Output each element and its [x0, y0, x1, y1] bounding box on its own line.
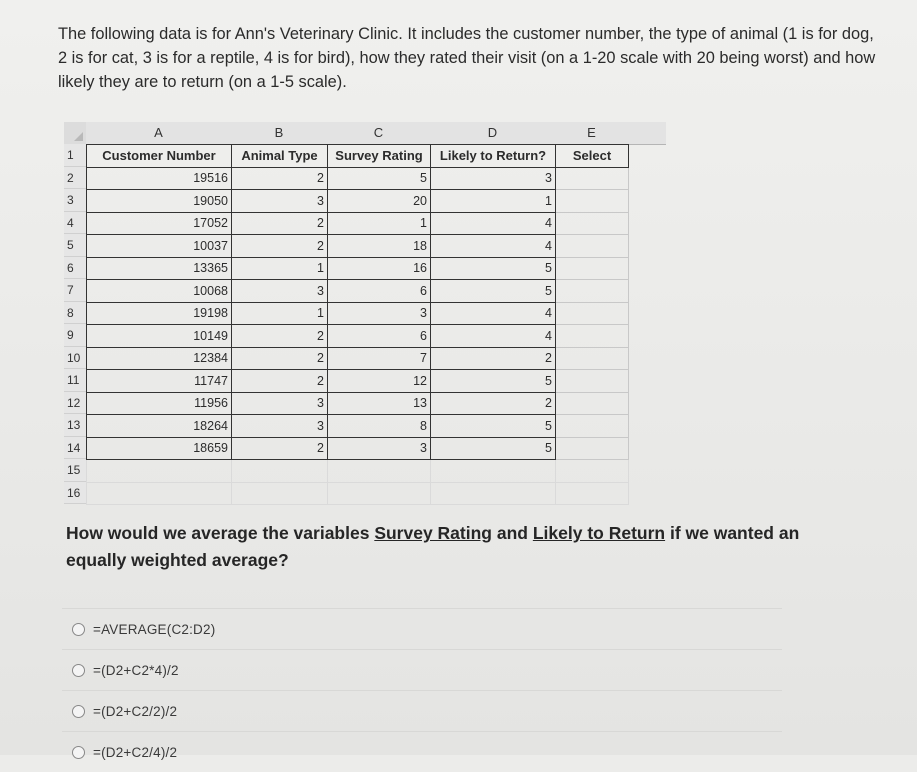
table-cell[interactable]: 7 [328, 347, 431, 370]
table-cell[interactable] [556, 280, 629, 303]
table-cell[interactable]: 11956 [87, 392, 232, 415]
table-cell[interactable]: 3 [431, 167, 556, 190]
row-number[interactable]: 10 [64, 347, 86, 370]
column-letter-c[interactable]: C [373, 125, 384, 140]
table-cell[interactable] [556, 415, 629, 438]
table-cell[interactable] [556, 302, 629, 325]
table-cell[interactable] [556, 257, 629, 280]
table-cell[interactable]: 19050 [87, 190, 232, 213]
empty-row [87, 460, 629, 483]
table-cell[interactable]: 18659 [87, 437, 232, 460]
table-cell[interactable]: 5 [431, 370, 556, 393]
table-row [87, 235, 629, 258]
question-var-likely-to-return: Likely to Return [532, 523, 666, 543]
data-rows [87, 167, 629, 460]
row-number[interactable]: 15 [64, 459, 86, 482]
question-prefix: How would we average the variables [66, 523, 375, 543]
row-number[interactable]: 12 [64, 392, 86, 415]
table-cell[interactable]: 1 [232, 302, 328, 325]
row-number[interactable]: 2 [64, 167, 86, 190]
table-cell[interactable]: 4 [431, 235, 556, 258]
option-label: =(D2+C2/2)/2 [93, 703, 178, 719]
table-cell[interactable]: 3 [328, 437, 431, 460]
answer-option[interactable] [62, 690, 782, 731]
table-row [87, 370, 629, 393]
table-cell[interactable] [556, 482, 629, 505]
table-cell[interactable] [556, 212, 629, 235]
row-number[interactable]: 1 [64, 144, 86, 167]
column-letter-d[interactable]: D [487, 125, 498, 140]
table-cell[interactable]: 12384 [87, 347, 232, 370]
table-cell[interactable]: 19516 [87, 167, 232, 190]
table-cell[interactable]: 10068 [87, 280, 232, 303]
table-cell[interactable]: 2 [232, 325, 328, 348]
row-number[interactable]: 6 [64, 257, 86, 280]
table-cell[interactable]: 4 [431, 302, 556, 325]
table-row [87, 280, 629, 303]
column-letter-e[interactable]: E [587, 125, 596, 140]
table-cell[interactable]: 4 [431, 325, 556, 348]
table-row [87, 347, 629, 370]
row-number[interactable]: 16 [64, 482, 86, 505]
table-cell[interactable]: 18 [328, 235, 431, 258]
table-cell[interactable]: 1 [328, 212, 431, 235]
table-row [87, 167, 629, 190]
header-customer-number[interactable]: Customer Number [87, 145, 232, 168]
radio-button[interactable] [72, 746, 85, 759]
table-cell[interactable]: 20 [328, 190, 431, 213]
question-mid: and [492, 523, 533, 543]
table-cell[interactable] [556, 437, 629, 460]
header-animal-type[interactable]: Animal Type [232, 145, 328, 168]
option-label: =(D2+C2*4)/2 [93, 662, 179, 678]
row-number[interactable]: 9 [64, 324, 86, 347]
table-cell[interactable]: 12 [328, 370, 431, 393]
table-cell[interactable] [431, 482, 556, 505]
question-var-survey-rating: Survey Rating [374, 523, 492, 543]
table-cell[interactable] [556, 325, 629, 348]
answer-options [62, 608, 782, 772]
header-row [87, 145, 629, 168]
header-survey-rating[interactable]: Survey Rating [328, 145, 431, 168]
answer-option[interactable] [62, 608, 782, 649]
table-cell[interactable]: 3 [232, 190, 328, 213]
row-number[interactable]: 14 [64, 437, 86, 460]
table-cell[interactable]: 2 [232, 370, 328, 393]
radio-button[interactable] [72, 623, 85, 636]
table-cell[interactable]: 2 [431, 347, 556, 370]
table-cell[interactable]: 1 [232, 257, 328, 280]
row-number[interactable]: 4 [64, 212, 86, 235]
table-cell[interactable]: 5 [431, 280, 556, 303]
table-cell[interactable] [556, 460, 629, 483]
table-cell[interactable]: 2 [431, 392, 556, 415]
table-cell[interactable]: 5 [431, 437, 556, 460]
table-cell[interactable]: 13 [328, 392, 431, 415]
table-cell[interactable] [556, 392, 629, 415]
table-cell[interactable] [556, 190, 629, 213]
table-cell[interactable] [87, 482, 232, 505]
table-cell[interactable]: 10037 [87, 235, 232, 258]
row-number[interactable]: 3 [64, 189, 86, 212]
table-cell[interactable]: 2 [232, 235, 328, 258]
table-cell[interactable]: 17052 [87, 212, 232, 235]
row-number[interactable]: 5 [64, 234, 86, 257]
table-cell[interactable]: 3 [328, 302, 431, 325]
column-letter-a[interactable]: A [154, 125, 163, 140]
table-cell[interactable]: 19198 [87, 302, 232, 325]
table-cell[interactable]: 5 [431, 257, 556, 280]
table-cell[interactable]: 2 [232, 167, 328, 190]
row-number[interactable]: 13 [64, 414, 86, 437]
table-row [87, 392, 629, 415]
question-suffix: if we wanted an equally weighted average? [66, 523, 800, 570]
radio-button[interactable] [72, 705, 85, 718]
table-cell[interactable]: 6 [328, 325, 431, 348]
table-cell[interactable]: 5 [328, 167, 431, 190]
table-cell[interactable] [556, 347, 629, 370]
row-number-column [64, 144, 86, 504]
row-number[interactable]: 8 [64, 302, 86, 325]
table-cell[interactable] [556, 167, 629, 190]
table-row [87, 302, 629, 325]
header-likely-to-return[interactable]: Likely to Return? [431, 145, 556, 168]
table-cell[interactable]: 3 [232, 280, 328, 303]
data-grid [86, 144, 629, 505]
table-row [87, 212, 629, 235]
table-cell[interactable] [87, 460, 232, 483]
table-row [87, 437, 629, 460]
table-cell[interactable] [232, 460, 328, 483]
table-cell[interactable] [556, 235, 629, 258]
question-text [66, 520, 856, 574]
column-header-bar [64, 122, 666, 145]
table-cell[interactable]: 6 [328, 280, 431, 303]
table-row [87, 257, 629, 280]
option-label: =(D2+C2/4)/2 [93, 744, 178, 760]
radio-button[interactable] [72, 664, 85, 677]
select-all-corner[interactable] [64, 122, 86, 144]
table-cell[interactable]: 2 [232, 212, 328, 235]
table-cell[interactable]: 4 [431, 212, 556, 235]
table-cell[interactable]: 1 [431, 190, 556, 213]
intro-paragraph: The following data is for Ann's Veterinary Clinic. It includes the customer number, the type of animal (1 is for dog, 2 is for cat, 3 is for a reptile, 4 is for bird), how they rated their visit (on a 1-20 scale with 20 being worst) and how likely they are to return (on a 1-5 scale). [58, 25, 876, 91]
table-cell[interactable]: 3 [232, 392, 328, 415]
table-cell[interactable]: 11747 [87, 370, 232, 393]
table-row [87, 415, 629, 438]
answer-option[interactable] [62, 649, 782, 690]
table-cell[interactable] [556, 370, 629, 393]
empty-row [87, 482, 629, 505]
row-number[interactable]: 11 [64, 369, 86, 392]
table-cell[interactable]: 10149 [87, 325, 232, 348]
table-cell[interactable] [431, 460, 556, 483]
table-row [87, 190, 629, 213]
table-cell[interactable] [328, 482, 431, 505]
option-label: =AVERAGE(C2:D2) [93, 621, 216, 637]
table-cell[interactable]: 5 [431, 415, 556, 438]
table-cell[interactable] [232, 482, 328, 505]
column-letter-b[interactable]: B [274, 125, 284, 140]
table-cell[interactable] [328, 460, 431, 483]
answer-option[interactable] [62, 731, 782, 772]
table-cell[interactable]: 3 [232, 415, 328, 438]
table-cell[interactable]: 13365 [87, 257, 232, 280]
header-select[interactable]: Select [556, 145, 629, 168]
table-row [87, 325, 629, 348]
table-cell[interactable]: 2 [232, 347, 328, 370]
table-cell[interactable]: 18264 [87, 415, 232, 438]
table-cell[interactable]: 2 [232, 437, 328, 460]
table-cell[interactable]: 16 [328, 257, 431, 280]
row-number[interactable]: 7 [64, 279, 86, 302]
table-cell[interactable]: 8 [328, 415, 431, 438]
